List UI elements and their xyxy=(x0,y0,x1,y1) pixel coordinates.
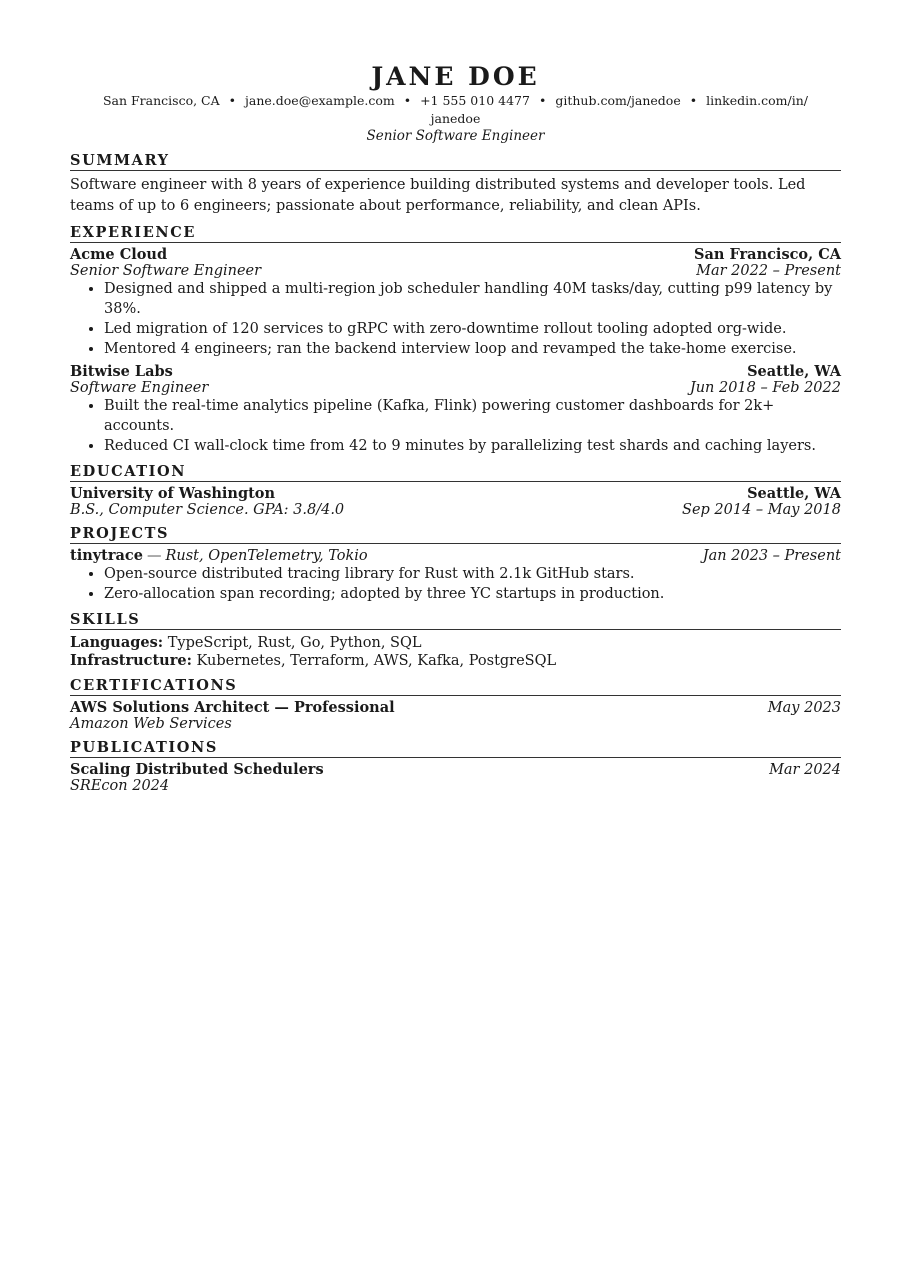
job-dates: Mar 2022 – Present xyxy=(696,263,841,279)
company-location: San Francisco, CA xyxy=(694,246,841,263)
school-location: Seattle, WA xyxy=(747,485,841,502)
section-title-education: EDUCATION xyxy=(70,464,841,482)
summary-text: Software engineer with 8 years of experience building distributed systems and developer tools. Led teams of up to 6 engineers; passionate about performance, reliability, and clean APIs. xyxy=(70,177,806,214)
certification-issuer: Amazon Web Services xyxy=(70,716,232,732)
certification-entry xyxy=(70,700,841,732)
separator-bullet: • xyxy=(228,93,237,108)
separator-bullet: • xyxy=(538,93,547,108)
section-title-skills: SKILLS xyxy=(70,612,841,630)
contact-linkedin[interactable]: linkedin.com/in/ janedoe xyxy=(430,93,809,126)
separator-bullet: • xyxy=(689,93,698,108)
degree: B.S., Computer Science. GPA: 3.8/4.0 xyxy=(70,502,345,518)
achievement-item: • Led migration of 120 services to gRPC with zero-downtime rollout tooling adopted org-wide. xyxy=(104,319,841,339)
section-title-projects: PROJECTS xyxy=(70,526,841,544)
experience-entry xyxy=(70,364,841,456)
achievement-list xyxy=(70,396,841,456)
job-title: Software Engineer xyxy=(70,380,209,396)
section-title-certifications: CERTIFICATIONS xyxy=(70,678,841,696)
skill-line xyxy=(70,652,841,670)
certification-name: AWS Solutions Architect — Professional xyxy=(70,699,395,716)
contact-email[interactable]: jane.doe@example.com xyxy=(245,93,395,108)
project-bullet-list xyxy=(70,564,841,604)
achievement-item: • Built the real-time analytics pipeline (Kafka, Flink) powering customer dashboards for 2k+ accounts. xyxy=(104,396,841,436)
contact-phone[interactable]: +1 555 010 4477 xyxy=(420,93,530,108)
job-dates: Jun 2018 – Feb 2022 xyxy=(689,380,841,396)
education-entry xyxy=(70,486,841,518)
job-title: Senior Software Engineer xyxy=(70,263,262,279)
contact-github[interactable]: github.com/janedoe xyxy=(555,93,681,108)
certification-date: May 2023 xyxy=(767,700,841,716)
section-title-experience: EXPERIENCE xyxy=(70,225,841,243)
contact-location: San Francisco, CA xyxy=(102,93,220,108)
skill-label: Languages: xyxy=(70,634,164,651)
company-location: Seattle, WA xyxy=(747,363,841,380)
experience-entry xyxy=(70,247,841,359)
headline: Senior Software Engineer xyxy=(366,128,545,144)
education-dates: Sep 2014 – May 2018 xyxy=(682,502,841,518)
project-entry xyxy=(70,548,841,604)
section-title-publications: PUBLICATIONS xyxy=(70,740,841,758)
company-name: Bitwise Labs xyxy=(70,363,173,380)
publication-title: Scaling Distributed Schedulers xyxy=(70,761,324,778)
separator-bullet: • xyxy=(403,93,412,108)
section-title-summary: SUMMARY xyxy=(70,153,841,171)
achievement-item: • Reduced CI wall-clock time from 42 to 9 minutes by parallelizing test shards and caching layers. xyxy=(104,436,841,456)
project-dates: Jan 2023 – Present xyxy=(702,548,841,564)
project-dash: — xyxy=(146,548,162,564)
candidate-name: JANE DOE xyxy=(371,62,540,91)
school-name: University of Washington xyxy=(70,485,276,502)
company-name: Acme Cloud xyxy=(70,246,168,263)
project-tech: Rust, OpenTelemetry, Tokio xyxy=(165,548,368,564)
publication-entry xyxy=(70,762,841,794)
resume-page xyxy=(70,62,841,794)
achievement-item: • Designed and shipped a multi-region job scheduler handling 40M tasks/day, cutting p99 latency by 38%. xyxy=(104,279,841,319)
project-bullet: • Open-source distributed tracing library for Rust with 2.1k GitHub stars. xyxy=(104,564,841,584)
achievement-list xyxy=(70,279,841,359)
publication-venue: SREcon 2024 xyxy=(70,778,170,794)
contact-line xyxy=(70,92,841,128)
achievement-item: • Mentored 4 engineers; ran the backend interview loop and revamped the take-home exercise. xyxy=(104,339,841,359)
skill-label: Infrastructure: xyxy=(70,652,192,669)
project-name: tinytrace xyxy=(70,547,143,564)
skill-value: Kubernetes, Terraform, AWS, Kafka, PostgreSQL xyxy=(196,653,557,669)
skill-value: TypeScript, Rust, Go, Python, SQL xyxy=(167,635,422,651)
skill-line xyxy=(70,634,841,652)
project-bullet: • Zero-allocation span recording; adopted by three YC startups in production. xyxy=(104,584,841,604)
publication-date: Mar 2024 xyxy=(769,762,841,778)
